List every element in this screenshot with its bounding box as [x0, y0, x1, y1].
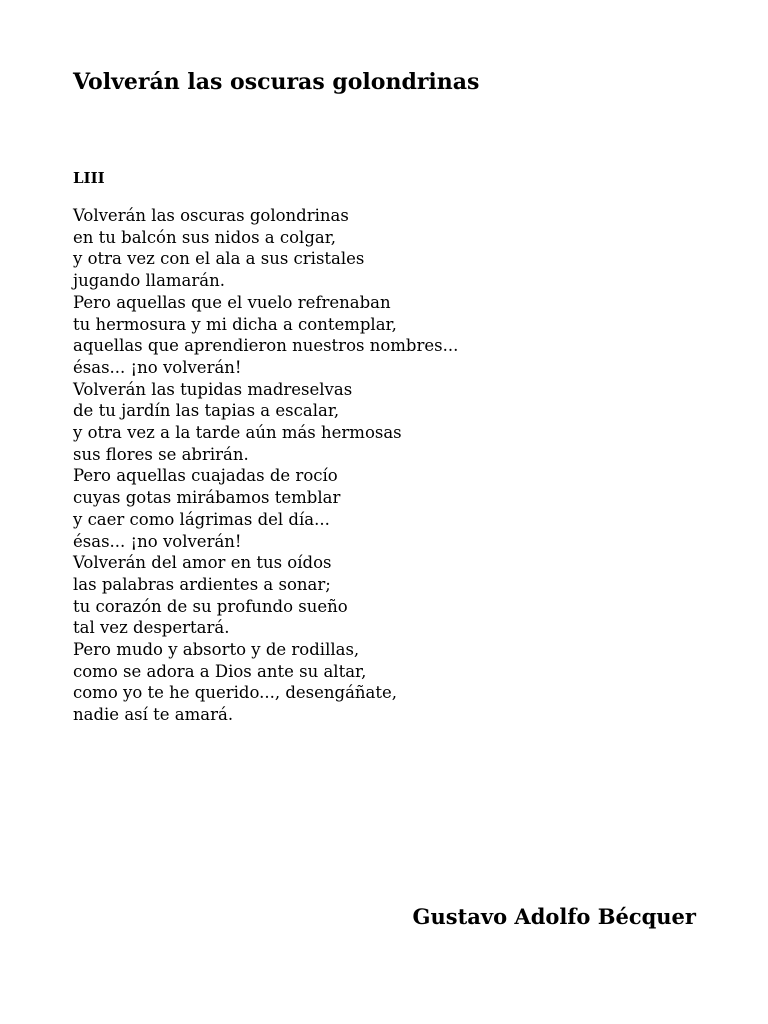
poem-line: las palabras ardientes a sonar;	[73, 574, 331, 594]
poem-line: cuyas gotas mirábamos temblar	[73, 488, 341, 508]
poem-line: en tu balcón sus nidos a colgar,	[73, 227, 337, 247]
poem-title: Volverán las oscuras golondrinas	[73, 69, 480, 95]
poem-line: Volverán del amor en tus oídos	[73, 553, 332, 573]
poem-line: como se adora a Dios ante su altar,	[73, 661, 367, 681]
poem-line: aquellas que aprendieron nuestros nombres...	[73, 336, 459, 356]
poem-line: Pero mudo y absorto y de rodillas,	[73, 640, 360, 660]
poem-line: nadie así te amará.	[73, 705, 234, 725]
poem-line: de tu jardín las tapias a escalar,	[73, 401, 340, 421]
poem-line: y otra vez con el ala a sus cristales	[73, 249, 365, 269]
poem-line: y otra vez a la tarde aún más hermosas	[73, 423, 402, 443]
poem-line: tu corazón de su profundo sueño	[73, 596, 348, 616]
poem-line: Pero aquellas que el vuelo refrenaban	[73, 292, 391, 312]
poem-number: LIII	[73, 169, 105, 187]
poem-line: tu hermosura y mi dicha a contemplar,	[73, 314, 397, 334]
poem-line: como yo te he querido..., desengáñate,	[73, 683, 398, 703]
poem-line: jugando llamarán.	[73, 271, 225, 291]
poem-body	[73, 205, 458, 726]
poem-line: y caer como lágrimas del día...	[73, 509, 330, 529]
poem-line: tal vez despertará.	[73, 618, 230, 638]
poem-line: ésas... ¡no volverán!	[73, 531, 242, 551]
poem-line: Volverán las tupidas madreselvas	[73, 379, 353, 399]
poem-line: ésas... ¡no volverán!	[73, 357, 242, 377]
poem-author: Gustavo Adolfo Bécquer	[412, 904, 696, 929]
poem-line: Pero aquellas cuajadas de rocío	[73, 466, 338, 486]
poem-line: sus flores se abrirán.	[73, 444, 249, 464]
poem-line: Volverán las oscuras golondrinas	[73, 206, 349, 225]
